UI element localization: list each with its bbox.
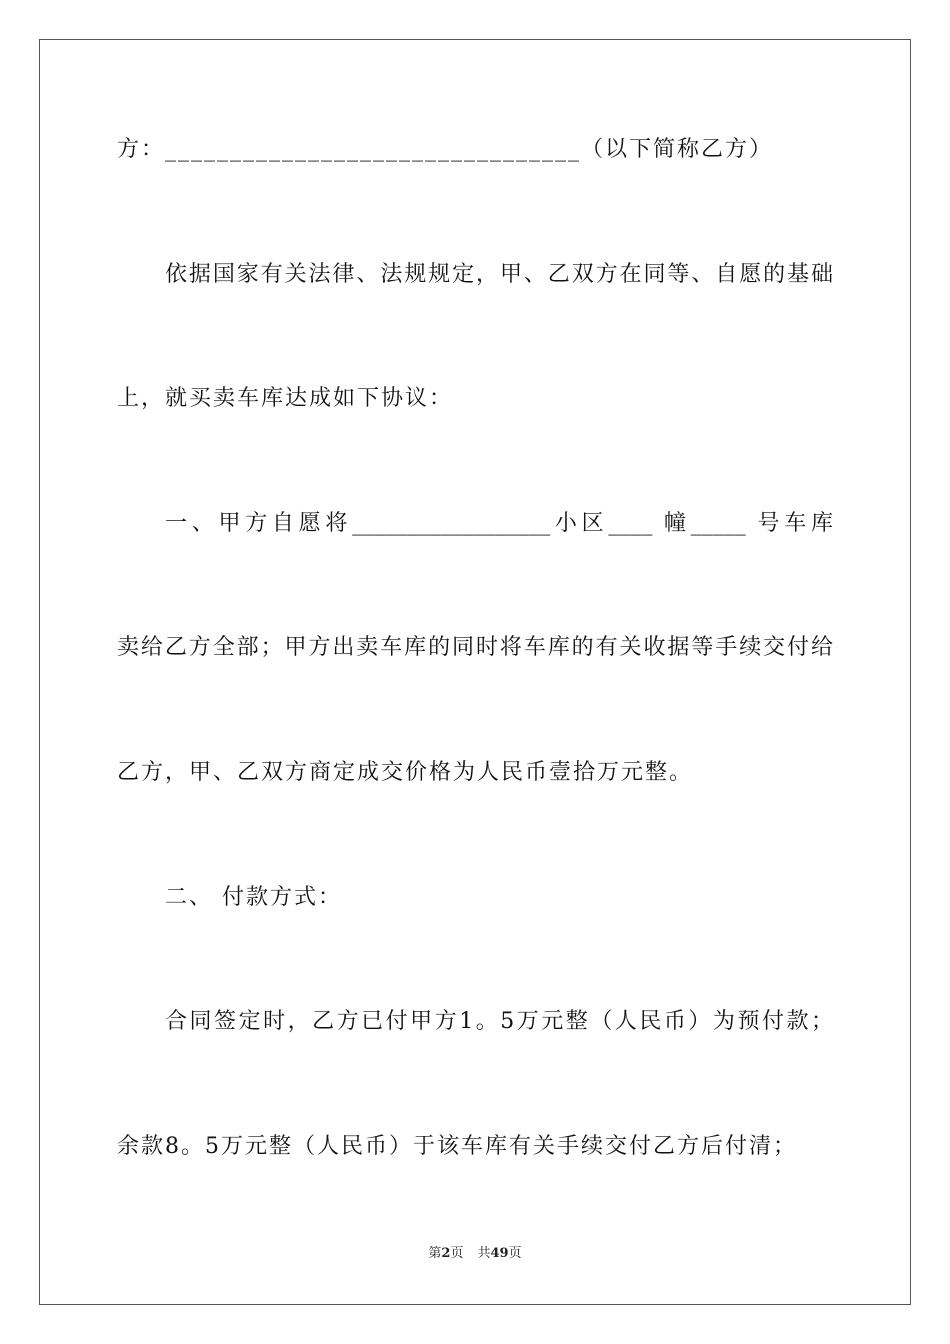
total-suffix: 页: [508, 1246, 522, 1261]
total-pages: 49: [490, 1246, 509, 1261]
clause-2-heading: 二、 付款方式：: [165, 885, 342, 910]
payment-line-1: 合同签定时，乙方已付甲方1。5万元整（人民币）为预付款；: [165, 1009, 833, 1034]
paragraph-basis-line-2: 上，就买卖车库达成如下协议：: [117, 386, 454, 411]
payment-line-2: 余款8。5万元整（人民币）于该车库有关手续交付乙方后付清；: [117, 1134, 797, 1159]
clause-1-line-1: 一、甲方自愿将__________________小区____ 幢_____ 号车库: [165, 511, 833, 536]
total-prefix: 共: [477, 1246, 491, 1261]
page-border: [39, 39, 911, 1305]
page-prefix: 第: [428, 1246, 442, 1261]
page-suffix: 页: [450, 1246, 464, 1261]
clause-1-line-3: 乙方，甲、乙双方商定成交价格为人民币壹拾万元整。: [117, 760, 694, 785]
clause-1-line-2: 卖给乙方全部；甲方出卖车库的同时将车库的有关收据等手续交付给: [117, 635, 833, 660]
paragraph-basis-line-1: 依据国家有关法律、法规规定，甲、乙双方在同等、自愿的基础: [165, 262, 833, 287]
page-number: 2: [441, 1246, 451, 1261]
page-footer: [0, 1245, 950, 1263]
party-b-line: 方：________________________________（以下简称乙方）: [117, 137, 774, 162]
